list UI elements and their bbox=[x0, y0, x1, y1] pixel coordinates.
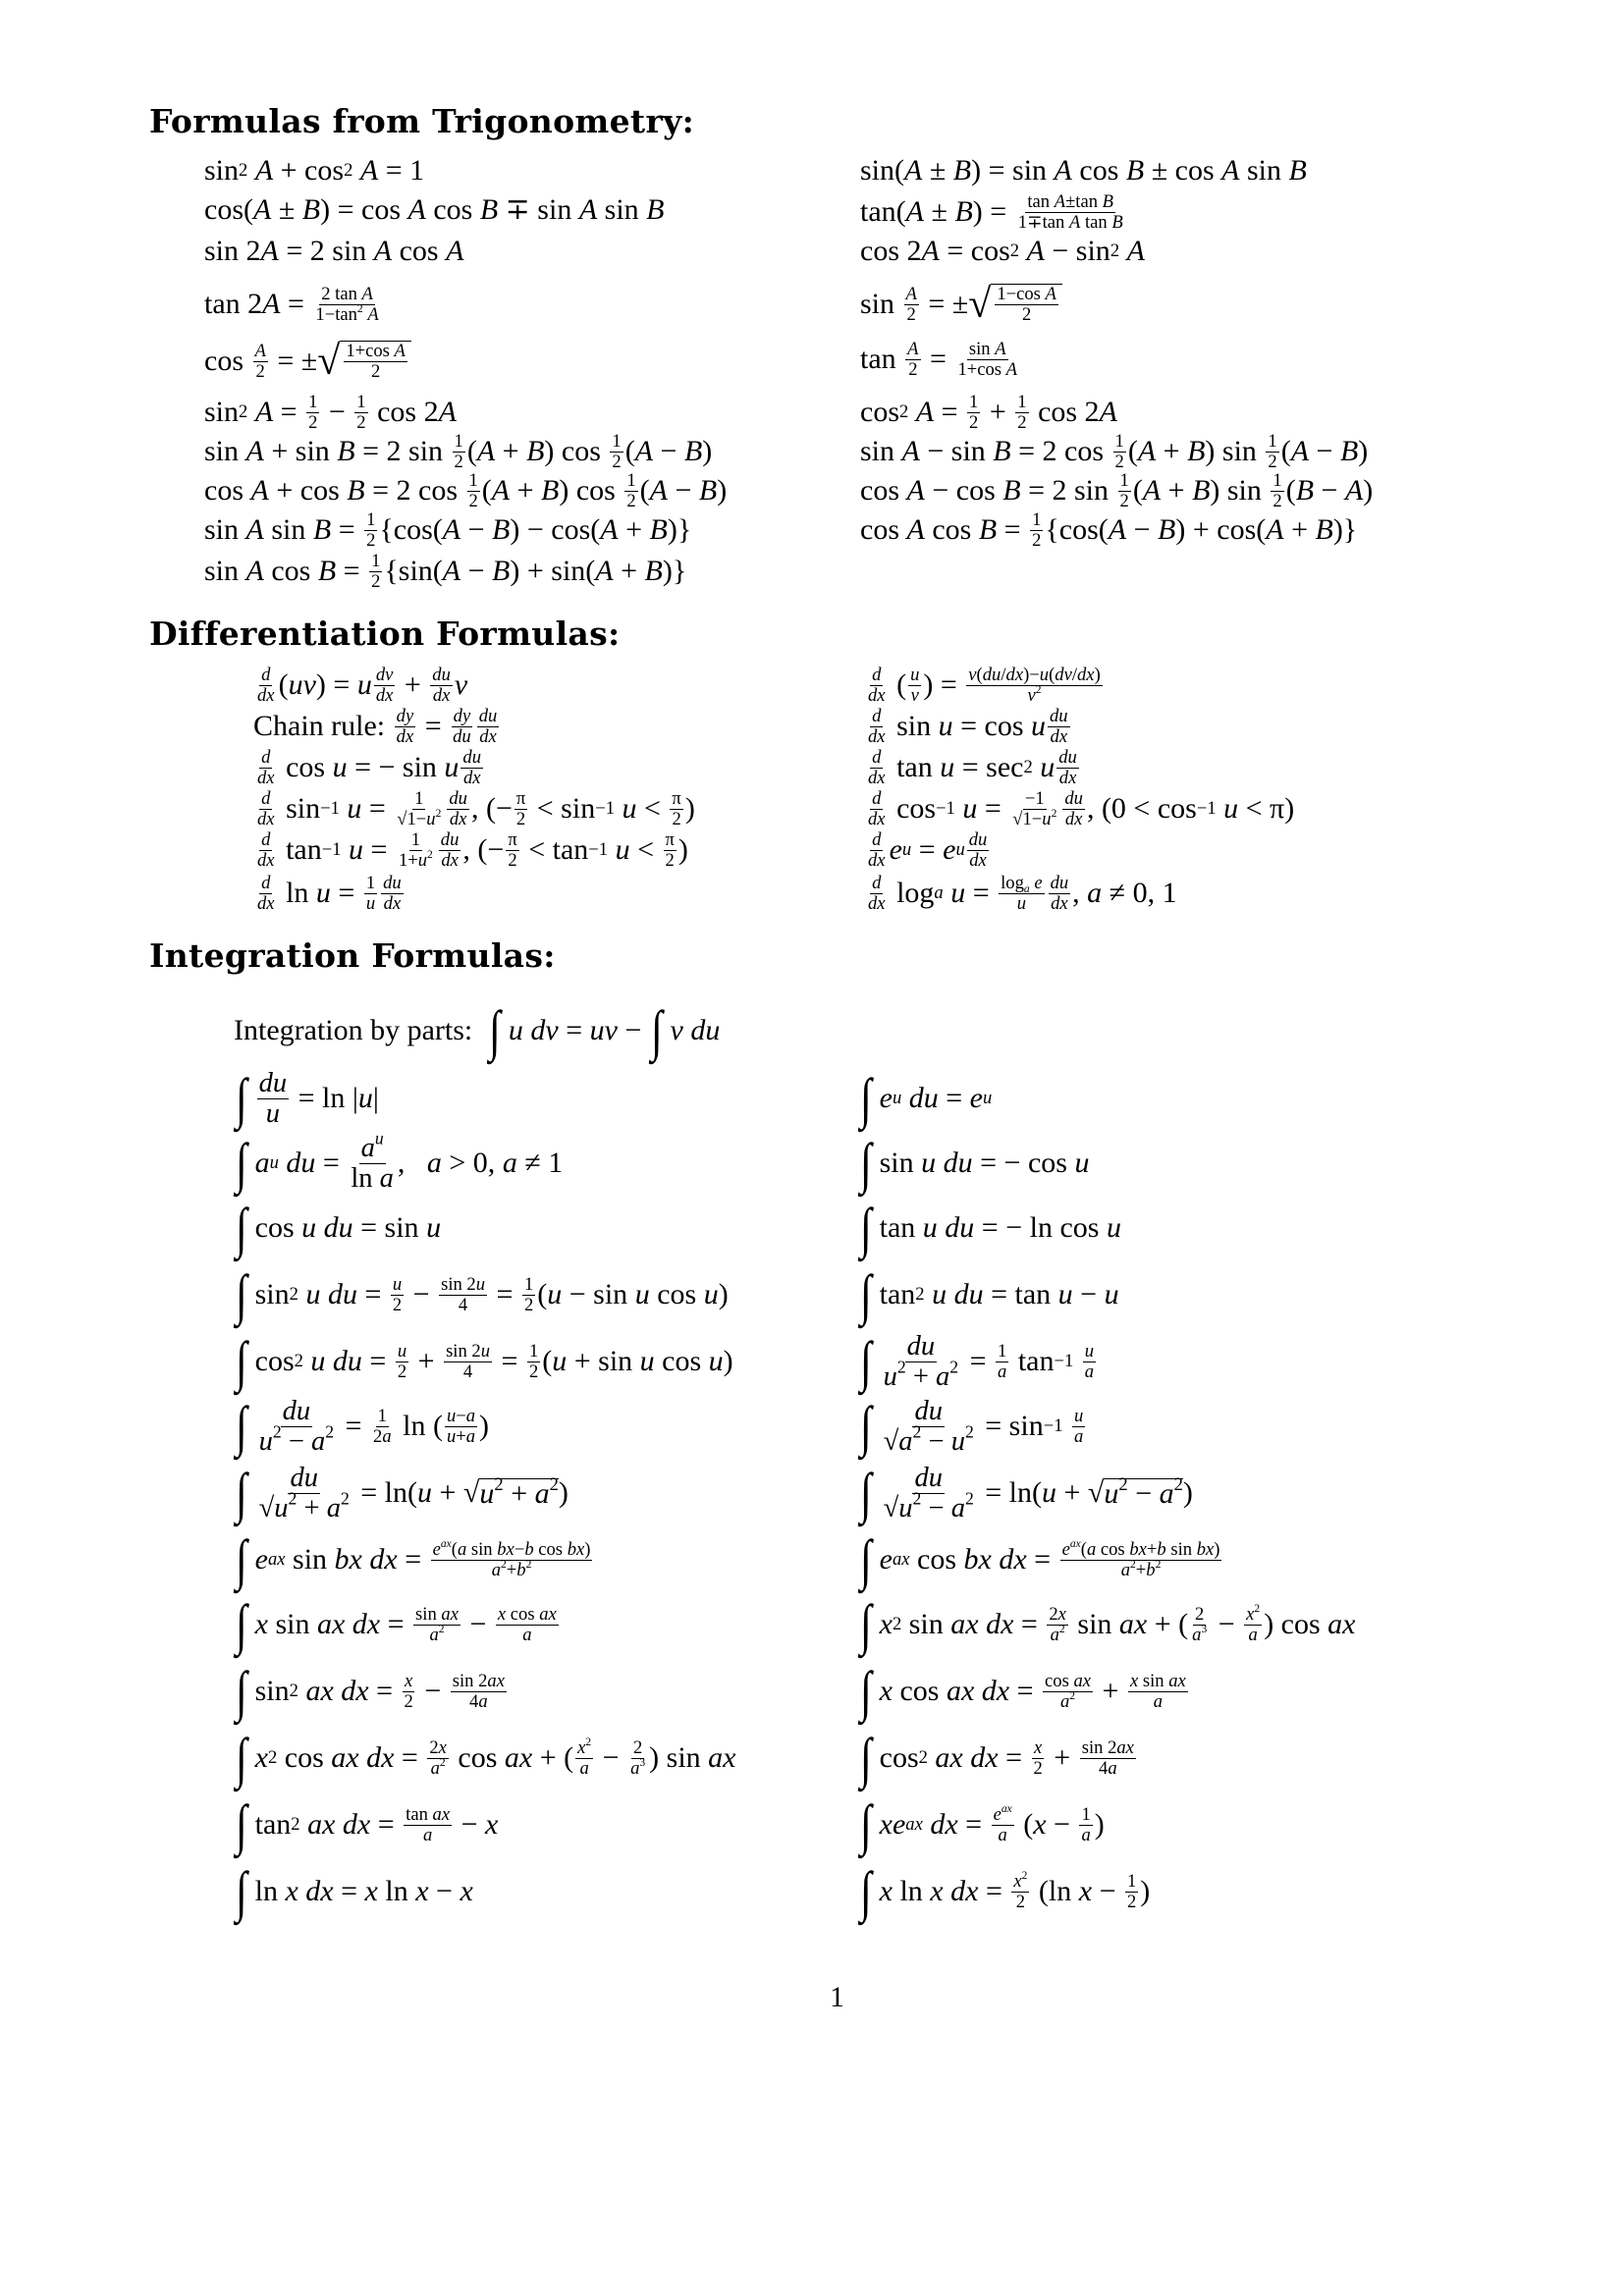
section-heading-trigonometry: Formulas from Trigonometry: bbox=[149, 102, 695, 140]
section-heading-integration: Integration Formulas: bbox=[149, 936, 556, 975]
formula-trig-right-5: cos 2 A = $\frac{1}{2}$ + $\frac{1}{2}$ cos 2 A bbox=[860, 391, 1117, 433]
formula-diff-left-3: $\frac{d}{dx}$ sin −1 u = $\frac{1}{√1-u^2}$ $\frac{du}{dx}$ , (− $\frac{\pi}{2}$ < sin −1 u < $\frac{\pi}{2}$ ) bbox=[257, 787, 695, 829]
formula-int-left-3: ∫ sin 2 u du = $\frac{u}{2}$ − $\frac{\sin 2u}{4}$ = $\frac{1}{2}$ ( u − sin u cos u ) bbox=[235, 1263, 729, 1326]
formula-trig-left-8: sin A sin B = $\frac{1}{2}$ {cos( A − B ) − cos( A + B )} bbox=[204, 508, 692, 551]
formula-trig-left-6: sin A + sin B = 2 sin $\frac{1}{2}$ ( A + B ) cos $\frac{1}{2}$ ( A − B ) bbox=[204, 430, 713, 472]
formula-int-right-11: ∫ xe ax dx = $\frac{e^{ax}}{a}$ ( x − $\frac{1}{a}$ ) bbox=[859, 1793, 1105, 1856]
formula-int-left-8: ∫ x sin ax dx = $\frac{\text{sin ax}}{a^2}$ − $\frac{\text{x cos ax}}{a}$ bbox=[235, 1593, 557, 1656]
formula-diff-right-0: $\frac{d}{dx}$ ( $\frac{u}{v}$ ) = $\frac{v(du/dx)-u(dv/dx)}{v^2}$ bbox=[868, 664, 1101, 706]
formula-int-left-0: ∫ $\frac{du}{u}$ = ln | u | bbox=[235, 1067, 379, 1130]
formula-int-left-2: ∫ cos u du = sin u bbox=[235, 1197, 442, 1259]
formula-int-right-5: ∫ $\frac{du}{√a^2 - u^2}$ = sin −1 $\frac{u}{a}$ bbox=[859, 1395, 1084, 1458]
formula-int-right-6: ∫ $\frac{du}{√u^2 - a^2}$ = ln( u + √ $u^2 - a^2$ ) bbox=[859, 1462, 1193, 1524]
formula-trig-right-3: sin $\frac{A}{2}$ = ± √ $\frac{\text{1−cos A}}{2}$ bbox=[860, 285, 1062, 324]
integration-by-parts-label: Integration by parts: bbox=[234, 1014, 473, 1046]
formula-diff-right-2: $\frac{d}{dx}$ tan u = sec 2 u $\frac{du}{dx}$ bbox=[868, 746, 1077, 788]
formula-integration-by-parts: Integration by parts: ∫ u dv = uv − ∫ v du bbox=[234, 999, 721, 1062]
formula-trig-right-2: cos 2 A = cos 2 A − sin 2 A bbox=[860, 235, 1145, 267]
formula-trig-left-5: sin 2 A = $\frac{1}{2}$ − $\frac{1}{2}$ cos 2 A bbox=[204, 391, 457, 433]
formula-trig-right-0: sin( A ± B ) = sin A cos B ± cos A sin B bbox=[860, 154, 1307, 187]
formula-trig-left-0: sin 2 A + cos 2 A = 1 bbox=[204, 154, 425, 187]
chain-rule-label: Chain rule: bbox=[253, 710, 386, 742]
formula-int-left-6: ∫ $\frac{du}{√u^2 + a^2}$ = ln( u + √ $u^2 + a^2$ ) bbox=[235, 1462, 568, 1524]
formula-diff-right-4: $\frac{d}{dx}$ e u = e u $\frac{du}{dx}$ bbox=[868, 828, 988, 871]
formula-int-right-9: ∫ x cos ax dx = $\frac{\text{cos ax}}{a^2}$ + $\frac{\text{x sin ax}}{a}$ bbox=[859, 1660, 1186, 1723]
formula-diff-left-4: $\frac{d}{dx}$ tan −1 u = $\frac{1}{1+u^2}$ $\frac{du}{dx}$ , (− $\frac{\pi}{2}$ < tan −1 u < $\frac{\pi}{2}$ ) bbox=[257, 828, 688, 871]
formula-trig-right-6: sin A − sin B = 2 cos $\frac{1}{2}$ ( A + B ) sin $\frac{1}{2}$ ( A − B ) bbox=[860, 430, 1369, 472]
formula-diff-left-0: $\frac{d}{dx}$ ( uv ) = u $\frac{dv}{dx}$ + $\frac{du}{dx}$ v bbox=[257, 664, 468, 706]
formula-trig-left-1: cos( A ± B ) = cos A cos B ∓ sin A sin B bbox=[204, 193, 665, 226]
formula-trig-right-4: tan $\frac{A}{2}$ = $\frac{\text{sin A}}{\text{1+cos A}}$ bbox=[860, 338, 1018, 380]
formula-trig-left-4: cos $\frac{A}{2}$ = ± √ $\frac{\text{1+cos A}}{2}$ bbox=[204, 342, 411, 381]
formula-diff-right-1: $\frac{d}{dx}$ sin u = cos u $\frac{du}{dx}$ bbox=[868, 705, 1068, 747]
formula-int-left-1: ∫ a u du = $\frac{a^u}{\text{ln a}}$ , a > 0, a ≠ 1 bbox=[235, 1128, 564, 1195]
formula-int-right-0: ∫ e u du = e u bbox=[859, 1067, 993, 1130]
formula-diff-left-1: Chain rule: $\frac{dy}{dx}$ = $\frac{dy}{du}$ $\frac{du}{dx}$ bbox=[253, 705, 498, 747]
formula-int-right-8: ∫ x 2 sin ax dx = $\frac{2x}{a^2}$ sin ax + ( $\frac{2}{a^3}$ − $\frac{x^2}{a}$ ) cos ax bbox=[859, 1593, 1356, 1656]
formula-int-left-9: ∫ sin 2 ax dx = $\frac{x}{2}$ − $\frac{\sin 2ax}{4a}$ bbox=[235, 1660, 505, 1723]
formula-int-right-4: ∫ $\frac{du}{u^2 + a^2}$ = $\frac{1}{a}$ tan −1 $\frac{u}{a}$ bbox=[859, 1330, 1095, 1393]
integral-sign-icon: ∫ bbox=[650, 999, 663, 1062]
formula-int-right-12: ∫ x ln x dx = $\frac{x^2}{2}$ (ln x − $\frac{1}{2}$ ) bbox=[859, 1860, 1151, 1923]
formula-int-right-7: ∫ e ax cos bx dx = $\frac{e^{ax}(a \cos bx+b \sin bx)}{a^2+b^2}$ bbox=[859, 1528, 1220, 1591]
integral-sign-icon: ∫ bbox=[489, 999, 501, 1062]
formula-int-left-5: ∫ $\frac{du}{u^2 - a^2}$ = $\frac{1}{2a}$ ln ( $\frac{u-a}{u+a}$ ) bbox=[235, 1395, 490, 1458]
formula-trig-right-8: cos A cos B = $\frac{1}{2}$ {cos( A − B ) + cos( A + B )} bbox=[860, 508, 1358, 551]
formula-diff-left-2: $\frac{d}{dx}$ cos u = − sin u $\frac{du}{dx}$ bbox=[257, 746, 482, 788]
formula-trig-left-7: cos A + cos B = 2 cos $\frac{1}{2}$ ( A + B ) cos $\frac{1}{2}$ ( A − B ) bbox=[204, 469, 728, 511]
formula-int-left-4: ∫ cos 2 u du = $\frac{u}{2}$ + $\frac{\sin 2u}{4}$ = $\frac{1}{2}$ ( u + sin u cos u ) bbox=[235, 1330, 733, 1393]
formula-int-left-7: ∫ e ax sin bx dx = $\frac{e^{ax}(a \sin bx-b \cos bx)}{a^2+b^2}$ bbox=[235, 1528, 591, 1591]
formula-int-right-2: ∫ tan u du = − ln cos u bbox=[859, 1197, 1121, 1259]
formula-int-right-10: ∫ cos 2 ax dx = $\frac{x}{2}$ + $\frac{\sin 2ax}{4a}$ bbox=[859, 1727, 1134, 1789]
formula-trig-right-1: tan( A ± B ) = $\frac{\text{tan A±tan B}}{\text{1∓tan A tan B}}$ bbox=[860, 190, 1123, 233]
formula-diff-right-5: $\frac{d}{dx}$ log a u = $\frac{\log_a e}{u}$ $\frac{du}{dx}$ , a ≠ 0, 1 bbox=[868, 872, 1177, 914]
formula-trig-left-2: sin 2 A = 2 sin A cos A bbox=[204, 235, 464, 267]
formula-trig-left-3: tan 2 A = $\frac{\text{2 tan A}}{1-\tan^2 A}$ bbox=[204, 283, 379, 325]
formula-diff-left-5: $\frac{d}{dx}$ ln u = $\frac{1}{u}$ $\frac{du}{dx}$ bbox=[257, 872, 402, 914]
formula-int-left-12: ∫ ln x dx = x ln x − x bbox=[235, 1860, 473, 1923]
formula-int-left-11: ∫ tan 2 ax dx = $\frac{\text{tan ax}}{a}$ − x bbox=[235, 1793, 499, 1856]
formula-trig-left-9: sin A cos B = $\frac{1}{2}$ {sin( A − B ) + sin( A + B )} bbox=[204, 550, 687, 592]
formula-diff-right-3: $\frac{d}{dx}$ cos −1 u = $\frac{-1}{√1-u^2}$ $\frac{du}{dx}$ , (0 < cos −1 u < π) bbox=[868, 787, 1295, 829]
page-number: 1 bbox=[830, 1981, 844, 2013]
formula-int-left-10: ∫ x 2 cos ax dx = $\frac{2x}{a^2}$ cos ax + ( $\frac{x^2}{a}$ − $\frac{2}{a^3}$ ) sin ax bbox=[235, 1727, 736, 1789]
formula-int-right-1: ∫ sin u du = − cos u bbox=[859, 1132, 1090, 1195]
formula-int-right-3: ∫ tan 2 u du = tan u − u bbox=[859, 1263, 1119, 1326]
section-heading-differentiation: Differentiation Formulas: bbox=[149, 614, 621, 653]
formula-trig-right-7: cos A − cos B = 2 sin $\frac{1}{2}$ ( A + B ) sin $\frac{1}{2}$ ( B − A ) bbox=[860, 469, 1374, 511]
